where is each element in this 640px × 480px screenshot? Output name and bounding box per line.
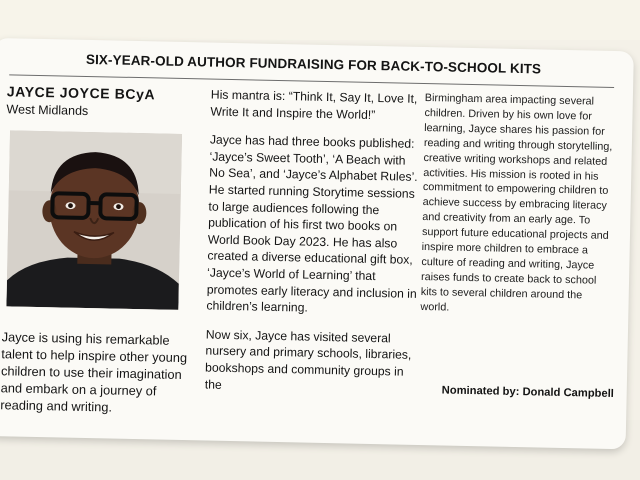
author-photo	[6, 130, 182, 310]
mantra-paragraph: His mantra is: “Think It, Say It, Love It, Write It and Inspire the World!”	[210, 87, 418, 122]
visits-paragraph: Now six, Jayce has visited several nursery and primary schools, libraries, bookshops and community groups in the	[204, 327, 412, 392]
author-region: West Midlands	[6, 102, 89, 118]
article-headline: SIX-YEAR-OLD AUTHOR FUNDRAISING FOR BACK-TO-SCHOOL KITS	[85, 51, 542, 77]
author-name: JAYCE JOYCE BCyA	[6, 83, 156, 103]
nominated-by: Nominated by: Donald Campbell	[441, 384, 614, 401]
article-page	[0, 38, 634, 449]
mission-paragraph: Birmingham area impacting several children. Driven by his own love for learning, Jayce shares his passion for reading and writing through storytelling, creative writing workshops and related activities. His mission is rooted in his commitment to empowering children to achieve success by embracing literacy and creativity from an early age. To support future educational projects and inspire more children to embrace a culture of reading and writing, Jayce raises funds to create back to school kits to several children around the world.	[420, 92, 613, 314]
column-two-text	[205, 87, 421, 397]
intro-paragraph: Jayce is using his remarkable talent to help inspire other young children to use their imagination and embark on a journey of reading and writing.	[0, 329, 188, 415]
background-top	[0, 0, 640, 40]
column-one-text	[0, 328, 198, 417]
books-paragraph: Jayce has had three books published: ‘Jayce’s Sweet Tooth’, ‘A Beach with No Sea’, and ‘Jayce’s Alphabet Rules’. He started running Storytime sessions to large audiences following the publication of his first two books on World Book Day 2023. He has also created a diverse educational gift box, ‘Jayce’s World of Learning’ that promotes early literacy and inclusion in children’s learning.	[206, 132, 418, 315]
column-three-text	[420, 91, 615, 319]
